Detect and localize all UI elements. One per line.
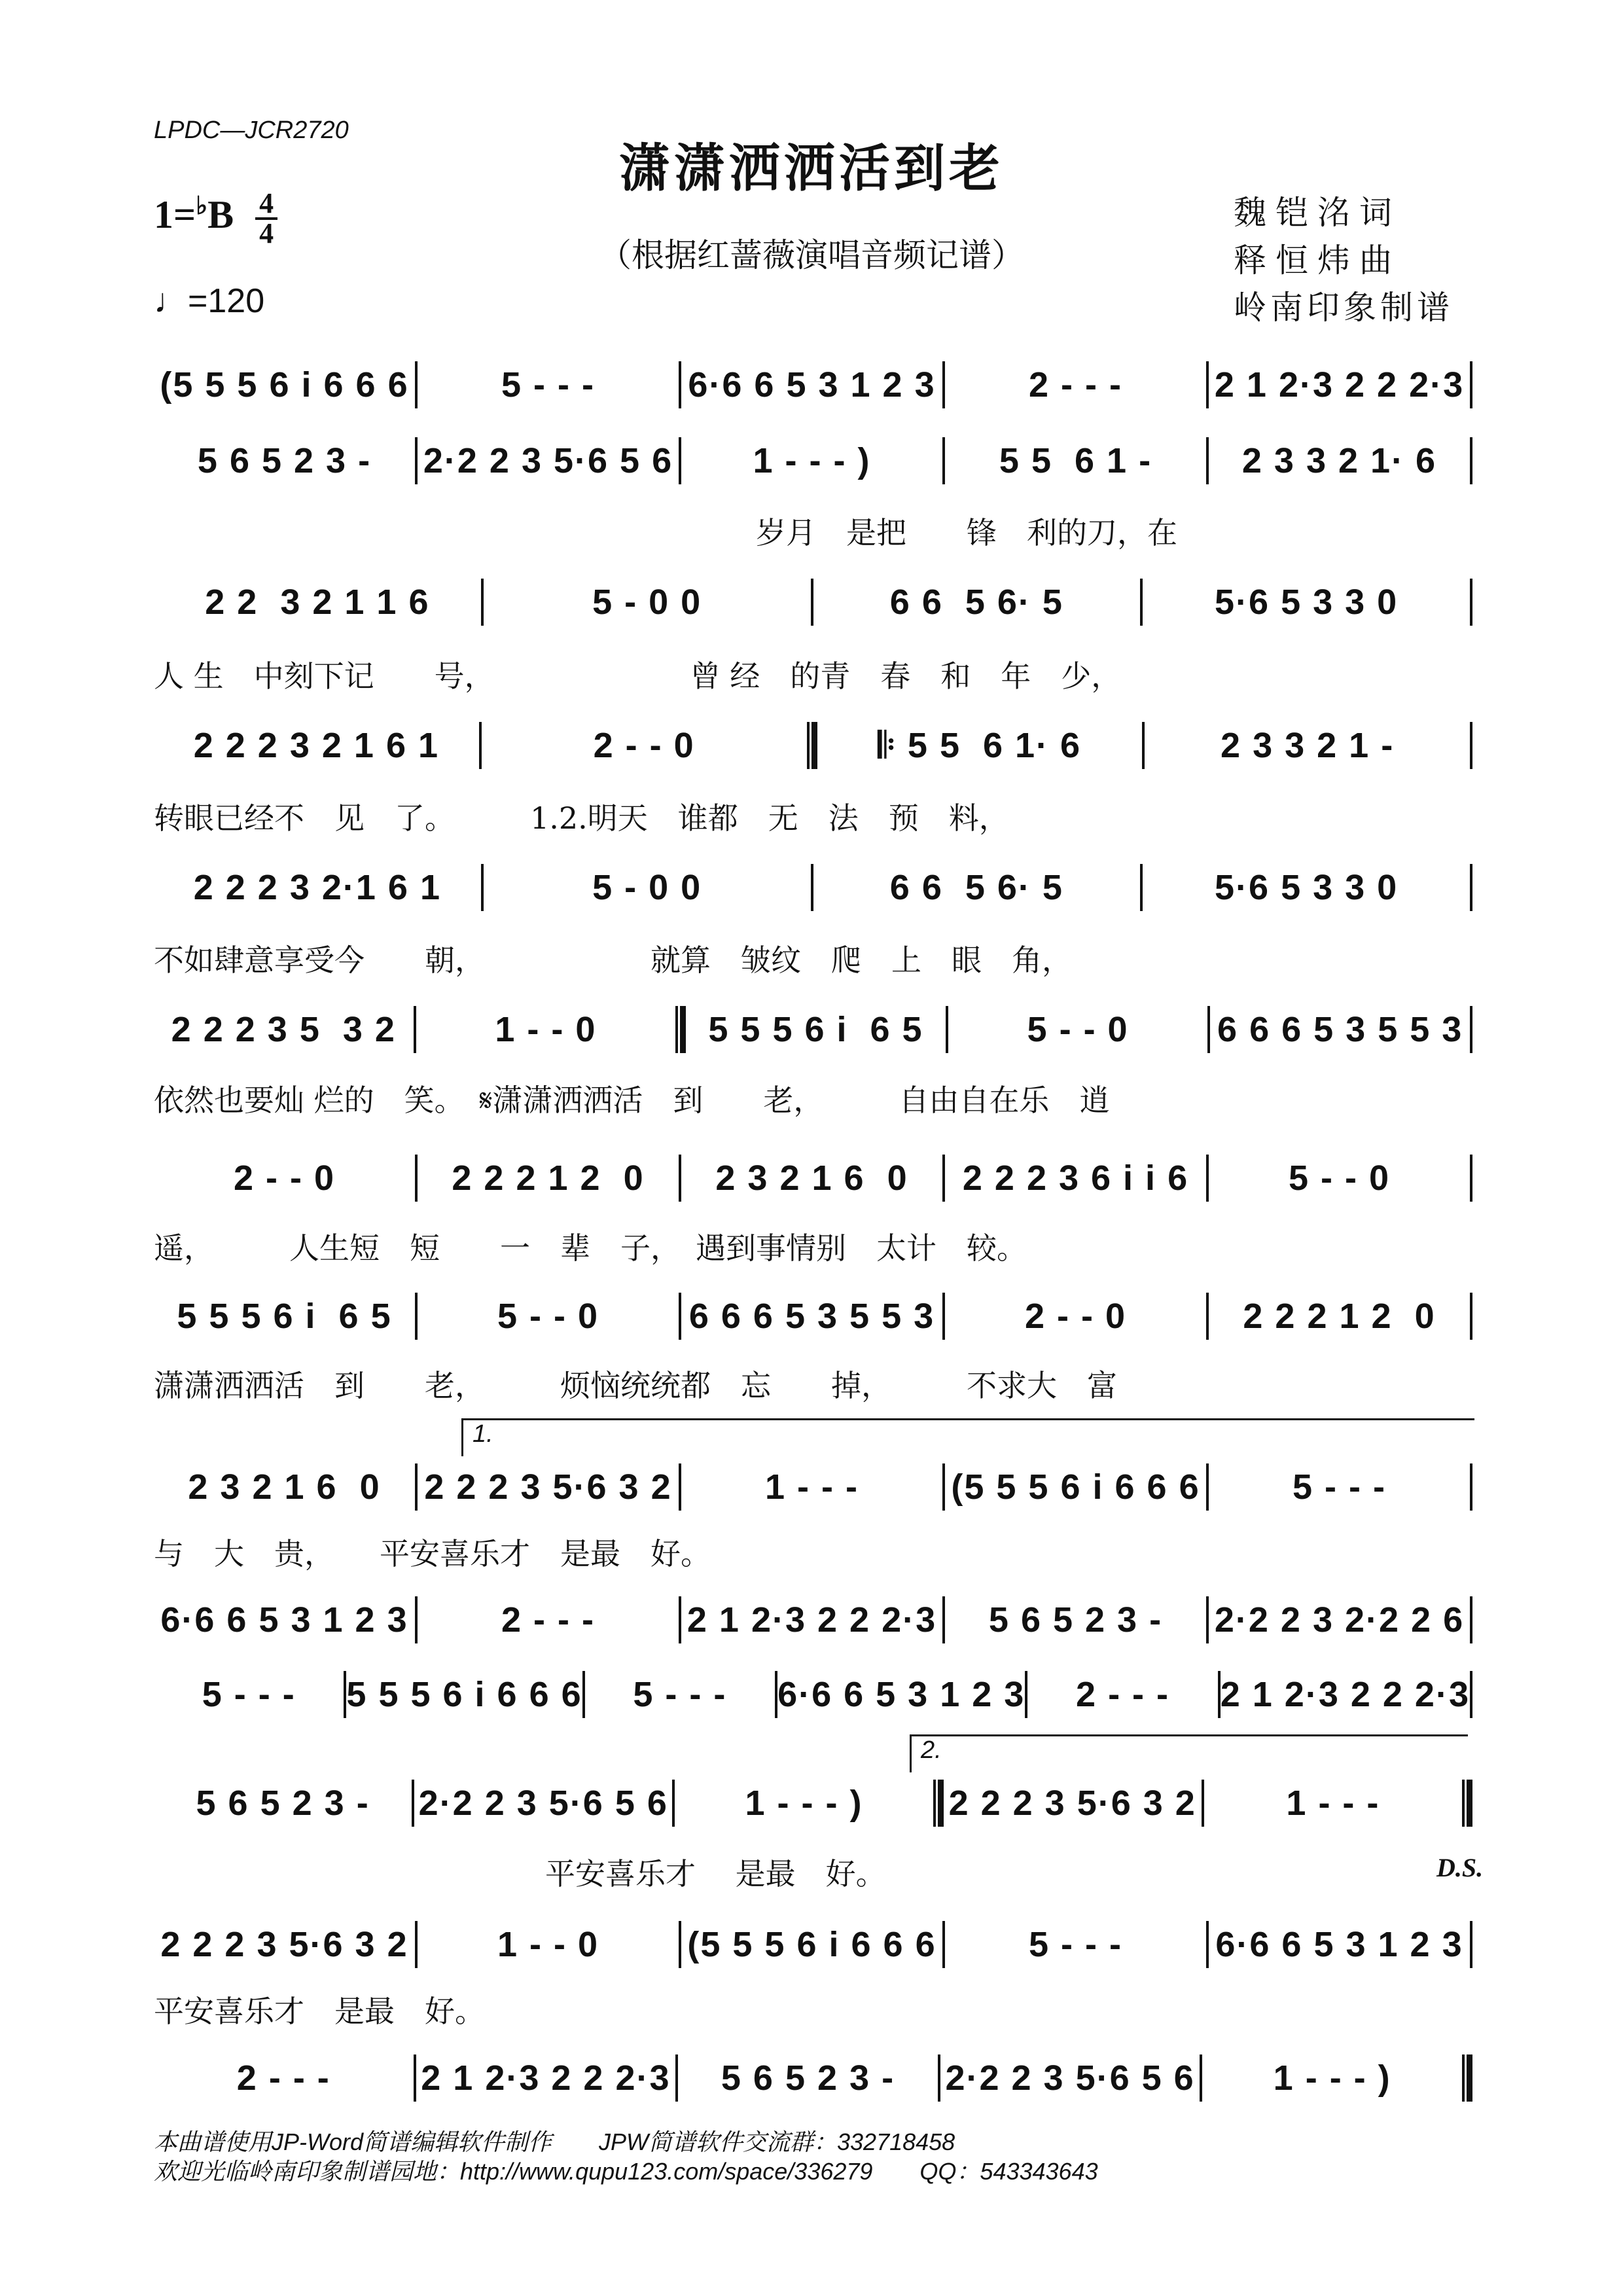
key-note: B xyxy=(207,192,234,236)
measure: 1 - - - xyxy=(1286,1784,1380,1823)
lyrics-line: 平安喜乐才 是最 好。 xyxy=(154,1994,485,2029)
notation-row xyxy=(154,435,1472,487)
arranger: 岭南印象制谱 xyxy=(1234,289,1454,327)
measure: 6·6 6 5 3 1 2 3 xyxy=(777,1675,1026,1714)
notation-row xyxy=(154,1777,1472,1829)
notation-row xyxy=(154,1152,1472,1204)
notation-row xyxy=(154,1594,1472,1646)
measure: 1 - - 0 xyxy=(495,1010,597,1049)
measure: 5 5 5 6 i 6 6 6 xyxy=(346,1675,582,1714)
notation-row xyxy=(154,359,1472,411)
measure: 2 3 3 2 1· 6 xyxy=(1241,441,1437,480)
measure: 5 - - - xyxy=(1293,1467,1386,1507)
quarter-note-icon: ♩ xyxy=(154,282,188,320)
measure: 2 - - - xyxy=(236,2058,330,2098)
measure: 2 2 2 3 5·6 3 2 xyxy=(948,1784,1196,1823)
lyrics-line: 人 生 中刻下记 号， 曾 经 的青 春 和 年 少， xyxy=(154,658,1122,694)
measure: 5 6 5 2 3 - xyxy=(196,1784,370,1823)
measure: 2 2 2 3 6 i i 6 xyxy=(962,1158,1189,1198)
notation-row xyxy=(154,1918,1472,1971)
measure: 2 2 2 3 2·1 6 1 xyxy=(193,868,441,907)
meter-top: 4 xyxy=(259,187,274,219)
measure: 2 - - - xyxy=(1029,365,1122,404)
measure: 6·6 6 5 3 1 2 3 xyxy=(688,365,936,404)
measure: 2 - - - xyxy=(1076,1675,1170,1714)
measure: 5 - - 0 xyxy=(1288,1158,1391,1198)
barline xyxy=(1470,1463,1472,1511)
measure: 2 3 2 1 6 0 xyxy=(715,1158,908,1198)
measure: 5·6 5 3 3 0 xyxy=(1215,868,1399,907)
measure: 1 - - 0 xyxy=(497,1925,599,1964)
notation-row xyxy=(154,576,1472,628)
measure: 5 6 5 2 3 - xyxy=(721,2058,895,2098)
measure: 2 2 2 3 5·6 3 2 xyxy=(424,1467,672,1507)
composer: 释恒炜曲 xyxy=(1234,242,1401,279)
measure: (5 5 5 6 i 6 6 6 xyxy=(687,1925,936,1964)
barline xyxy=(1470,361,1472,408)
measure: 1 - - - ) xyxy=(753,441,871,480)
notation-row xyxy=(154,1003,1472,1056)
measure: 2 2 2 3 5·6 3 2 xyxy=(160,1925,408,1964)
measure: 5 - 0 0 xyxy=(592,868,702,907)
measure: 2 1 2·3 2 2 2·3 xyxy=(421,2058,671,2098)
meter-bottom: 4 xyxy=(259,217,274,249)
measure: 2 1 2·3 2 2 2·3 xyxy=(687,1600,937,1640)
notation-row xyxy=(154,861,1472,914)
measure: 1 - - - ) xyxy=(745,1784,863,1823)
measure: 6 6 5 6· 5 xyxy=(889,583,1063,622)
measure: 2 2 2 3 5 3 2 xyxy=(171,1010,396,1049)
lyrics-line: 依然也要灿 烂的 笑。 𝄋潇潇洒洒活 到 老， 自由自在乐 逍 xyxy=(154,1083,1110,1118)
barline xyxy=(933,1780,944,1827)
measure: 6·6 6 5 3 1 2 3 xyxy=(160,1600,408,1640)
barline xyxy=(1470,437,1472,484)
measure: 6·6 6 5 3 1 2 3 xyxy=(1215,1925,1463,1964)
footer-line-1: 本曲谱使用JP-Word简谱编辑软件制作 JPW简谱软件交流群：332718458 xyxy=(154,2128,955,2155)
measure: 2 2 2 3 2 1 6 1 xyxy=(193,726,440,765)
measure: 2 - - 0 xyxy=(1024,1297,1127,1336)
measure: 2 - - - xyxy=(501,1600,595,1640)
barline xyxy=(1470,1155,1472,1202)
measure: 5 5 5 6 i 6 5 xyxy=(708,1010,923,1049)
volta-1 xyxy=(461,1418,1474,1456)
measure: 5 - - 0 xyxy=(1027,1010,1129,1049)
dal-segno: D.S. xyxy=(1436,1853,1484,1882)
barline xyxy=(675,1006,686,1053)
song-title: 潇潇洒洒活到老 xyxy=(618,139,1004,198)
barline xyxy=(1470,579,1472,626)
measure: 2 3 2 1 6 0 xyxy=(188,1467,381,1507)
barline xyxy=(807,722,817,769)
measure: 2 2 3 2 1 1 6 xyxy=(205,583,430,622)
volta-2-label: 2. xyxy=(921,1736,942,1764)
barline xyxy=(1462,1780,1472,1827)
lyrics-line: 与 大 贵， 平安喜乐才 是最 好。 xyxy=(154,1536,711,1571)
measure: 2 1 2·3 2 2 2·3 xyxy=(1214,365,1465,404)
measure: 2 - - 0 xyxy=(233,1158,336,1198)
measure: 2 2 2 1 2 0 xyxy=(452,1158,645,1198)
barline xyxy=(1470,1596,1472,1643)
notation-row xyxy=(154,2052,1472,2104)
measure: 6 6 6 5 3 5 5 3 xyxy=(688,1297,935,1336)
lyrics-line: 转眼已经不 见 了。 1.2.明天 谁都 无 法 预 料， xyxy=(154,800,1009,836)
footer-line-2: 欢迎光临岭南印象制谱园地：http://www.qupu123.com/space/336279 QQ：543343643 xyxy=(154,2158,1098,2185)
measure: 1 - - - ) xyxy=(1273,2058,1391,2098)
time-signature xyxy=(255,187,277,249)
lyrics-line: 潇潇洒洒活 到 老， 烦恼统统都 忘 掉， 不求大 富 xyxy=(154,1368,1117,1403)
measure: 5·6 5 3 3 0 xyxy=(1215,583,1399,622)
lyrics-line: 岁月 是把 锋 利的刀，在 xyxy=(154,515,1177,550)
volta-1-label: 1. xyxy=(473,1420,493,1448)
barline xyxy=(1470,722,1472,769)
measure: 5 - - 0 xyxy=(497,1297,599,1336)
measure: 2·2 2 3 5·6 5 6 xyxy=(945,2058,1195,2098)
volta-2 xyxy=(910,1734,1468,1772)
measure: 2 1 2·3 2 2 2·3 xyxy=(1220,1675,1470,1714)
measure: 2·2 2 3 5·6 5 6 xyxy=(418,1784,668,1823)
measure: 𝄆 5 5 6 1· 6 xyxy=(878,725,1082,765)
measure: 5 - 0 0 xyxy=(592,583,702,622)
measure: (5 5 5 6 i 6 6 6 xyxy=(160,365,409,404)
tempo-value: =120 xyxy=(188,282,265,320)
measure: 2·2 2 3 2·2 2 6 xyxy=(1214,1600,1465,1640)
measure: 5 6 5 2 3 - xyxy=(197,441,372,480)
lyrics-line: 遥， 人生短 短 一 辈 子， 遇到事情别 太计 较。 xyxy=(154,1230,1027,1266)
notation-row xyxy=(154,719,1472,772)
measure: 5 5 5 6 i 6 5 xyxy=(177,1297,392,1336)
score-code: LPDC—JCR2720 xyxy=(154,117,349,144)
key-signature xyxy=(154,187,277,249)
notation-row xyxy=(154,1461,1472,1513)
measure: 5 - - - xyxy=(202,1675,296,1714)
measure: 6 6 6 5 3 5 5 3 xyxy=(1217,1010,1463,1049)
measure: 5 5 6 1 - xyxy=(999,441,1152,480)
measure: 2 3 3 2 1 - xyxy=(1221,726,1395,765)
lyricist: 魏铠洺词 xyxy=(1234,194,1401,232)
measure: 2·2 2 3 5·6 5 6 xyxy=(423,441,673,480)
tempo-marking xyxy=(154,281,264,321)
measure: 6 6 5 6· 5 xyxy=(889,868,1063,907)
barline xyxy=(1470,1293,1472,1340)
lyrics-line: 平安喜乐才 是最 好。 xyxy=(154,1856,886,1892)
flat-icon: ♭ xyxy=(196,192,208,220)
subtitle: （根据红蔷薇演唱音频记谱） xyxy=(599,236,1024,274)
measure: 5 - - - xyxy=(633,1675,727,1714)
measure: 2 2 2 1 2 0 xyxy=(1243,1297,1436,1336)
barline xyxy=(1470,864,1472,911)
measure: 2 - - 0 xyxy=(593,726,695,765)
key-label: 1= xyxy=(154,192,196,236)
notation-row xyxy=(154,1668,1472,1721)
measure: 5 - - - xyxy=(501,365,595,404)
notation-row xyxy=(154,1290,1472,1342)
measure: 1 - - - xyxy=(765,1467,859,1507)
barline xyxy=(1462,2054,1472,2102)
barline xyxy=(1470,1006,1472,1053)
measure: (5 5 5 6 i 6 6 6 xyxy=(951,1467,1200,1507)
measure: 5 6 5 2 3 - xyxy=(988,1600,1163,1640)
measure: 5 - - - xyxy=(1029,1925,1122,1964)
barline xyxy=(1470,1671,1472,1718)
lyrics-line: 不如肆意享受今 朝， 就算 皱纹 爬 上 眼 角， xyxy=(154,942,1072,978)
barline xyxy=(1470,1921,1472,1968)
